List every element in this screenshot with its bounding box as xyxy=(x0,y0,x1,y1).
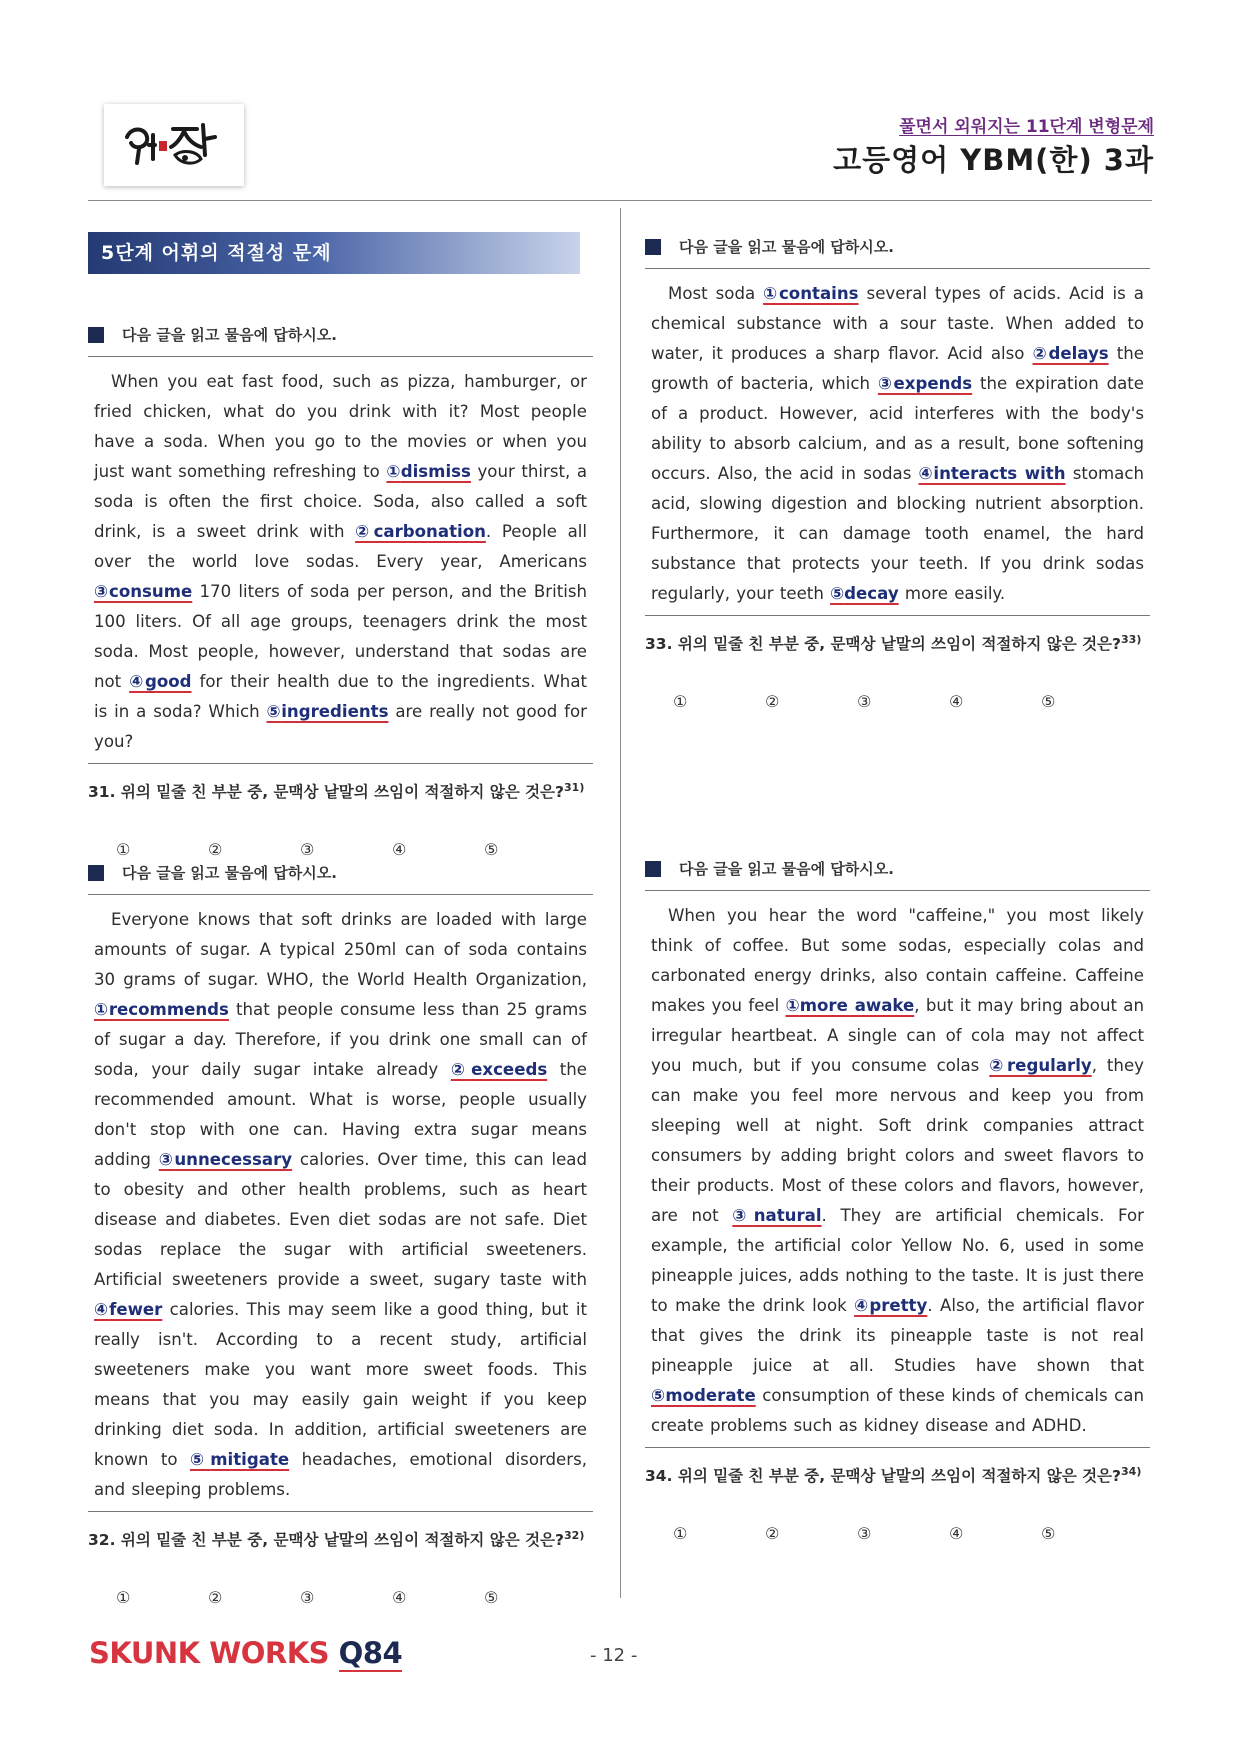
underlined-keyword xyxy=(159,1150,292,1169)
question-text: 33. 위의 밑줄 친 부분 중, 문맥상 낱말의 쓰임이 적절하지 않은 것은?$^{33)}$ xyxy=(645,632,1142,653)
option-5[interactable]: ⑤ xyxy=(1041,1524,1056,1543)
passage-text: calories. This may seem like a good thing, but it really isn't. According to a recent study, artificial sweeteners make you want more sweet foods. This means that you may easily gain weight if you keep drinking diet soda. In addition, artificial sweeteners are known to xyxy=(94,1300,587,1469)
instruction xyxy=(88,324,593,357)
keyword-word: consume xyxy=(108,582,193,601)
underlined-keyword xyxy=(355,522,486,541)
option-3[interactable]: ③ xyxy=(300,1588,315,1607)
keyword-word: good xyxy=(144,672,192,691)
keyword-word: exceeds xyxy=(471,1060,548,1079)
option-3[interactable]: ③ xyxy=(300,840,315,859)
option-2[interactable]: ② xyxy=(765,692,780,711)
logo xyxy=(104,104,244,186)
keyword-number: ④ xyxy=(129,672,145,691)
option-5[interactable]: ⑤ xyxy=(484,840,499,859)
option-5[interactable]: ⑤ xyxy=(1041,692,1056,711)
passage-text: stomach acid, slowing digestion and blocking nutrient absorption. Furthermore, it can damage tooth enamel, the hard substance that protects your teeth. If you drink sodas regularly, your teeth xyxy=(651,464,1144,603)
option-4[interactable]: ④ xyxy=(949,1524,964,1543)
question-text: 32. 위의 밑줄 친 부분 중, 문맥상 낱말의 쓰임이 적절하지 않은 것은?$^{32)}$ xyxy=(88,1528,585,1549)
option-1[interactable]: ① xyxy=(673,1524,688,1543)
keyword-word: expends xyxy=(893,374,973,393)
keyword-number: ① xyxy=(785,996,800,1015)
passage-text: , but it may bring about an irregular heartbeat. A single can of cola may not affect you much, but if you consume colas xyxy=(651,996,1144,1075)
question-block-34 xyxy=(645,858,1150,1543)
underlined-keyword xyxy=(1033,344,1109,363)
instruction xyxy=(88,862,593,895)
option-5[interactable]: ⑤ xyxy=(484,1588,499,1607)
calligraphy-logo-icon xyxy=(119,115,229,175)
question-block-33 xyxy=(645,236,1150,711)
keyword-number: ③ xyxy=(94,582,109,601)
header-title: 고등영어 YBM(한) 3과 xyxy=(833,143,1154,177)
underlined-keyword xyxy=(451,1060,547,1079)
instruction-text: 다음 글을 읽고 물음에 답하시오. xyxy=(679,860,894,878)
keyword-word: interacts with xyxy=(933,464,1066,483)
option-3[interactable]: ③ xyxy=(857,692,872,711)
keyword-word: regularly xyxy=(1007,1056,1092,1075)
underlined-keyword xyxy=(651,1386,756,1405)
passage-text: consumption of these kinds of chemicals can create problems such as kidney disease and ADHD. xyxy=(651,1386,1144,1435)
instruction xyxy=(645,858,1150,891)
keyword-word: more awake xyxy=(799,996,915,1015)
option-2[interactable]: ② xyxy=(765,1524,780,1543)
answer-options xyxy=(645,1524,1150,1543)
underlined-keyword xyxy=(190,1450,289,1469)
passage-text: . They are artificial chemicals. For example, the artificial color Yellow No. 6, used in some pineapple juices, adds nothing to the taste. It is just there to make the drink look xyxy=(651,1206,1144,1315)
footnote-marker: 33) xyxy=(1121,632,1142,646)
keyword-number: ⑤ xyxy=(830,584,845,603)
footer-brand xyxy=(89,1636,402,1670)
option-3[interactable]: ③ xyxy=(857,1524,872,1543)
passage-text: are really not good for you? xyxy=(94,702,587,751)
question-text: 34. 위의 밑줄 친 부분 중, 문맥상 낱말의 쓰임이 적절하지 않은 것은?$^{34)}$ xyxy=(645,1464,1142,1485)
keyword-number: ③ xyxy=(732,1206,754,1225)
underlined-keyword xyxy=(386,462,471,481)
keyword-word: delays xyxy=(1048,344,1109,363)
underlined-keyword xyxy=(878,374,972,393)
keyword-number: ⑤ xyxy=(651,1386,666,1405)
underlined-keyword xyxy=(919,464,1066,483)
instruction-text: 다음 글을 읽고 물음에 답하시오. xyxy=(122,864,337,882)
keyword-number: ④ xyxy=(854,1296,870,1315)
question-block-32 xyxy=(88,862,593,1607)
passage-text: calories. Over time, this can lead to obesity and other health problems, such as heart disease and diabetes. Even diet sodas are not safe. Diet sodas replace the sugar with artificial sweeteners. Artificial sweeteners provide a sweet, sugary taste with xyxy=(94,1150,587,1289)
passage-text: the expiration date of a product. However, acid interferes with the body's ability to absorb calcium, and as a result, bone softening occurs. Also, the acid in sodas xyxy=(651,374,1144,483)
passage-text: When you hear the word "caffeine," you most likely think of coffee. But some sodas, especially colas and carbonated energy drinks, also contain caffeine. Caffeine makes you feel xyxy=(651,906,1144,1015)
keyword-number: ① xyxy=(386,462,401,481)
keyword-word: carbonation xyxy=(373,522,486,541)
passage-text: that people consume less than 25 grams of sugar a day. Therefore, if you drink one small can of soda, your daily sugar intake already xyxy=(94,1000,587,1079)
keyword-word: decay xyxy=(844,584,899,603)
question-block-31 xyxy=(88,324,593,859)
underlined-keyword xyxy=(989,1056,1091,1075)
keyword-word: moderate xyxy=(665,1386,756,1405)
keyword-word: recommends xyxy=(108,1000,229,1019)
underlined-keyword xyxy=(763,284,858,303)
passage-text: 170 liters of soda per person, and the British 100 liters. Of all age groups, teenagers drink the most soda. Most people, however, understand that sodas are not xyxy=(94,582,587,691)
keyword-number: ② xyxy=(989,1056,1007,1075)
square-bullet-icon xyxy=(645,239,661,255)
answer-options xyxy=(645,692,1150,711)
underlined-keyword xyxy=(94,1000,229,1019)
underlined-keyword xyxy=(94,582,192,601)
page-number: - 12 - xyxy=(590,1645,638,1666)
passage-text: , they can make you feel more nervous and keep you from sleeping well at night. Soft drink companies attract consumers by adding bright colors and sweet flavors to their products. Most of these colors and flavors, however, are not xyxy=(651,1056,1144,1225)
keyword-word: fewer xyxy=(109,1300,163,1319)
keyword-word: natural xyxy=(753,1206,822,1225)
square-bullet-icon xyxy=(645,861,661,877)
option-4[interactable]: ④ xyxy=(392,840,407,859)
square-bullet-icon xyxy=(88,865,104,881)
brand-name: SKUNK WORKS xyxy=(89,1636,339,1670)
underlined-keyword xyxy=(129,672,191,691)
keyword-word: dismiss xyxy=(400,462,471,481)
passage-text: Most soda xyxy=(668,284,764,303)
underlined-keyword xyxy=(267,702,389,721)
keyword-number: ④ xyxy=(94,1300,110,1319)
underlined-keyword xyxy=(94,1300,162,1319)
underlined-keyword xyxy=(854,1296,927,1315)
keyword-number: ⑤ xyxy=(190,1450,211,1469)
footnote-marker: 34) xyxy=(1121,1464,1142,1478)
header-subtitle: 풀면서 외워지는 11단계 변형문제 xyxy=(899,117,1154,137)
option-2[interactable]: ② xyxy=(208,1588,223,1607)
header-divider xyxy=(88,200,1152,201)
passage-text: for their health due to the ingredients. What is in a soda? Which xyxy=(94,672,587,721)
passage-text: the recommended amount. What is worse, people usually don't stop with one can. Having extra sugar means adding xyxy=(94,1060,587,1169)
section-banner: 5단계 어휘의 적절성 문제 xyxy=(88,232,580,274)
passage xyxy=(645,891,1150,1448)
passage-text: . People all over the world love sodas. Every year, Americans xyxy=(94,522,587,571)
option-1[interactable]: ① xyxy=(116,1588,131,1607)
instruction-text: 다음 글을 읽고 물음에 답하시오. xyxy=(122,326,337,344)
keyword-word: contains xyxy=(778,284,859,303)
keyword-number: ④ xyxy=(918,464,934,483)
keyword-number: ② xyxy=(450,1060,472,1079)
square-bullet-icon xyxy=(88,327,104,343)
underlined-keyword xyxy=(830,584,899,603)
brand-code: Q84 xyxy=(338,1636,403,1670)
underlined-keyword xyxy=(786,996,915,1015)
passage xyxy=(88,895,593,1512)
keyword-number: ② xyxy=(355,522,374,541)
column-divider xyxy=(620,208,621,1598)
question-text: 31. 위의 밑줄 친 부분 중, 문맥상 낱말의 쓰임이 적절하지 않은 것은?$^{31)}$ xyxy=(88,780,585,801)
passage xyxy=(645,269,1150,616)
option-1[interactable]: ① xyxy=(116,840,131,859)
keyword-word: mitigate xyxy=(210,1450,290,1469)
passage-text: the growth of bacteria, which xyxy=(651,344,1144,393)
keyword-number: ⑤ xyxy=(266,702,282,721)
passage-text: . Also, the artificial flavor that gives the drink its pineapple taste is not real pineapple juice at all. Studies have shown that xyxy=(651,1296,1144,1375)
passage-text: headaches, emotional disorders, and sleeping problems. xyxy=(94,1450,587,1499)
passage-text: Everyone knows that soft drinks are loaded with large amounts of sugar. A typical 250ml can of soda contains 30 grams of sugar. WHO, the World Health Organization, xyxy=(94,910,587,989)
keyword-word: unnecessary xyxy=(174,1150,293,1169)
underlined-keyword xyxy=(732,1206,821,1225)
option-4[interactable]: ④ xyxy=(392,1588,407,1607)
instruction xyxy=(645,236,1150,269)
option-1[interactable]: ① xyxy=(673,692,688,711)
footnote-marker: 32) xyxy=(564,1528,585,1542)
keyword-number: ③ xyxy=(158,1150,175,1169)
keyword-number: ③ xyxy=(877,374,894,393)
keyword-number: ② xyxy=(1032,344,1049,363)
option-4[interactable]: ④ xyxy=(949,692,964,711)
keyword-word: pretty xyxy=(869,1296,928,1315)
keyword-number: ① xyxy=(763,284,779,303)
keyword-number: ① xyxy=(94,1000,109,1019)
answer-options xyxy=(88,840,593,859)
instruction-text: 다음 글을 읽고 물음에 답하시오. xyxy=(679,238,894,256)
footnote-marker: 31) xyxy=(564,780,585,794)
option-2[interactable]: ② xyxy=(208,840,223,859)
keyword-word: ingredients xyxy=(281,702,389,721)
passage-text: When you eat fast food, such as pizza, hamburger, or fried chicken, what do you drink with it? Most people have a soda. When you go to the movies or when you just want something refreshing to xyxy=(94,372,587,481)
passage-text: more easily. xyxy=(898,584,1006,603)
passage-text: several types of acids. Acid is a chemical substance with a sour taste. When added to water, it produces a sharp flavor. Acid also xyxy=(651,284,1144,363)
answer-options xyxy=(88,1588,593,1607)
passage-text: your thirst, a soda is often the first choice. Soda, also called a soft drink, is a sweet drink with xyxy=(94,462,587,541)
passage xyxy=(88,357,593,764)
